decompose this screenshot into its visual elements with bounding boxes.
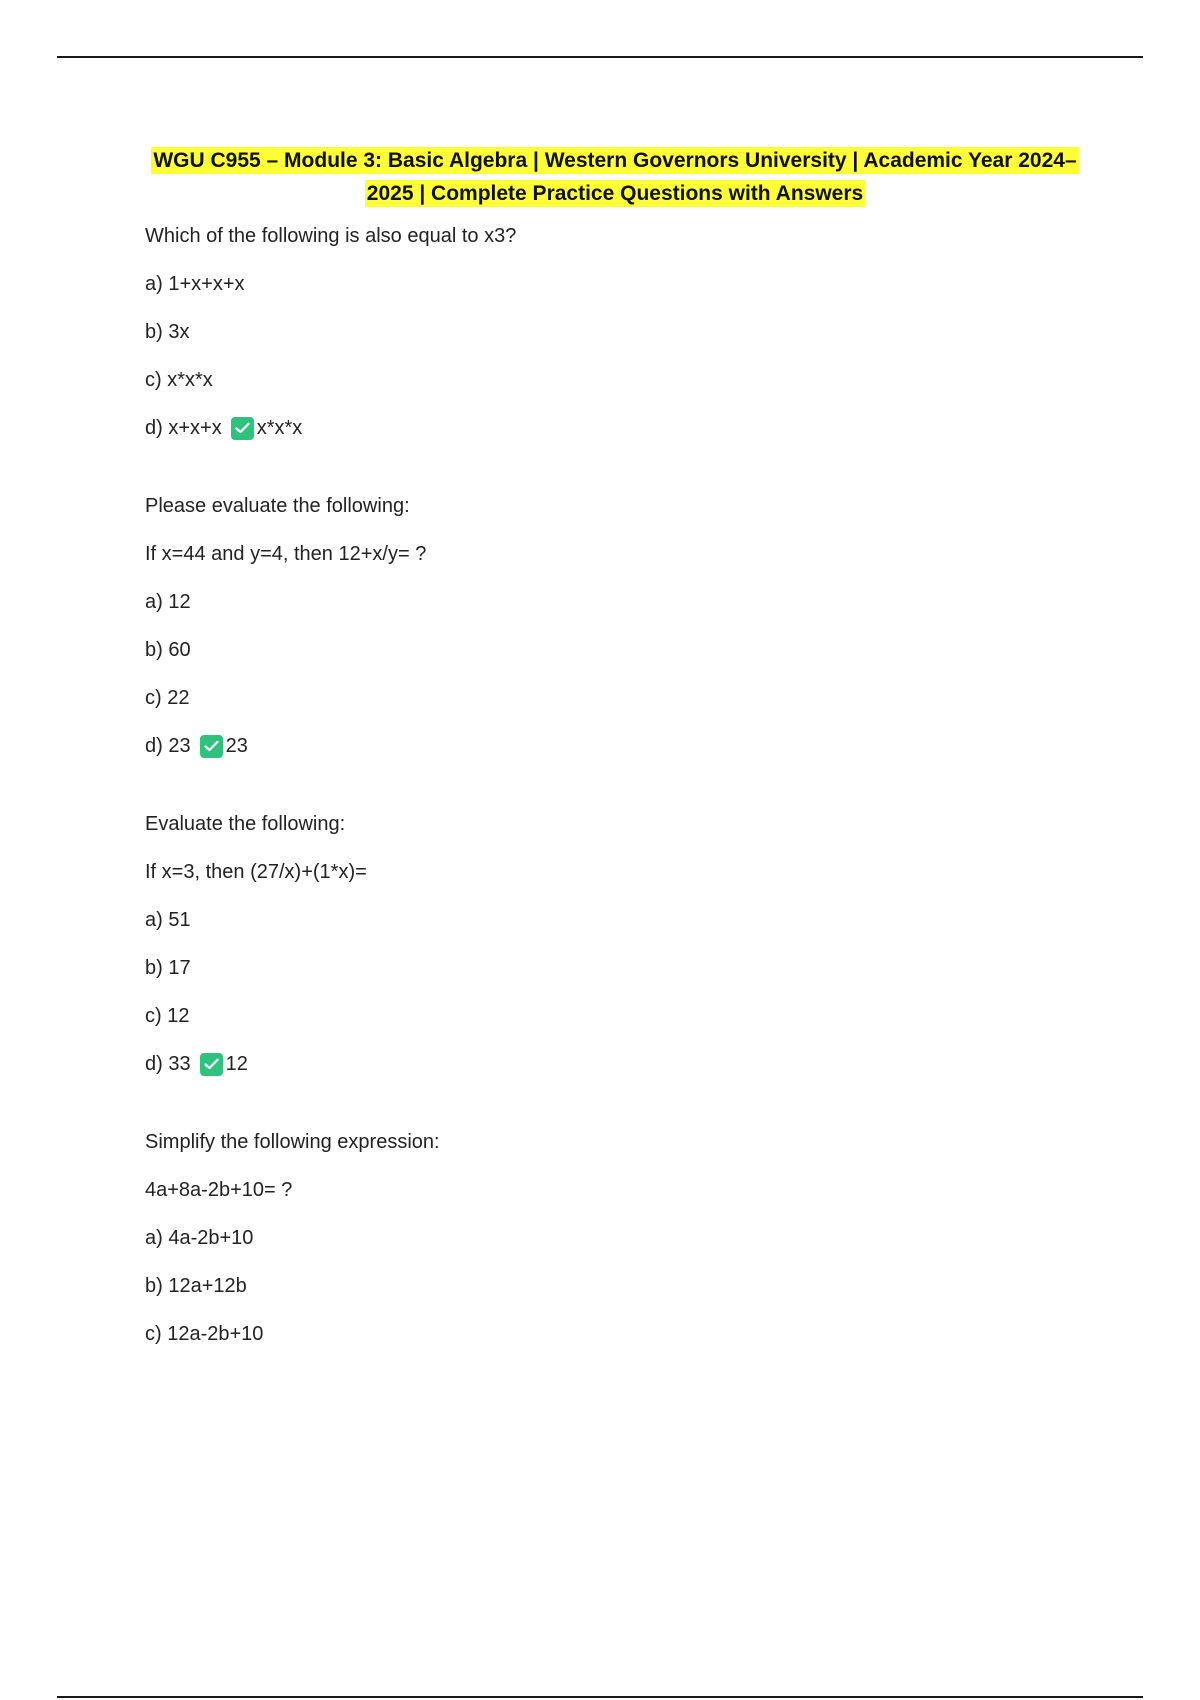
title-line-1: WGU C955 – Module 3: Basic Algebra | Western Governors University | Academic Year 2024–: [153, 149, 1077, 172]
footer-rule: [57, 1696, 1143, 1698]
option-b: b) 17: [145, 957, 191, 979]
document-title: [145, 144, 1085, 210]
question-intro: Please evaluate the following:: [145, 495, 410, 517]
option-d: d) 23: [145, 735, 191, 757]
question-prompt: If x=3, then (27/x)+(1*x)=: [145, 861, 367, 883]
question-list: [145, 223, 1105, 1347]
question-intro: Evaluate the following:: [145, 813, 346, 835]
question-prompt: 4a+8a-2b+10= ?: [145, 1179, 293, 1201]
check-mark-icon: [200, 735, 223, 758]
check-mark-icon: [200, 1053, 223, 1076]
option-a: a) 4a-2b+10: [145, 1227, 254, 1249]
question-4: [145, 1129, 1105, 1347]
option-a: a) 51: [145, 909, 191, 931]
option-c: c) 12a-2b+10: [145, 1323, 264, 1345]
option-d-with-answer: [145, 415, 1105, 441]
question-1: [145, 223, 1105, 441]
option-a: a) 12: [145, 591, 191, 613]
option-c: c) 12: [145, 1005, 190, 1027]
correct-answer: 12: [225, 1053, 248, 1075]
option-b: b) 12a+12b: [145, 1275, 247, 1297]
title-line-2: 2025 | Complete Practice Questions with Answers: [366, 182, 864, 205]
option-d-with-answer: [145, 1051, 1105, 1077]
correct-answer: x*x*x: [256, 417, 303, 439]
option-d: d) x+x+x: [145, 417, 222, 439]
option-b: b) 3x: [145, 321, 190, 343]
option-c: c) x*x*x: [145, 369, 213, 391]
question-prompt: Which of the following is also equal to x3?: [145, 225, 517, 247]
question-3: [145, 811, 1105, 1077]
correct-answer: 23: [225, 735, 248, 757]
question-intro: Simplify the following expression:: [145, 1131, 440, 1153]
option-a: a) 1+x+x+x: [145, 273, 245, 295]
question-2: [145, 493, 1105, 759]
header-rule: [57, 56, 1143, 58]
option-b: b) 60: [145, 639, 191, 661]
check-mark-icon: [231, 417, 254, 440]
option-d: d) 33: [145, 1053, 191, 1075]
option-d-with-answer: [145, 733, 1105, 759]
question-prompt: If x=44 and y=4, then 12+x/y= ?: [145, 543, 427, 565]
option-c: c) 22: [145, 687, 190, 709]
